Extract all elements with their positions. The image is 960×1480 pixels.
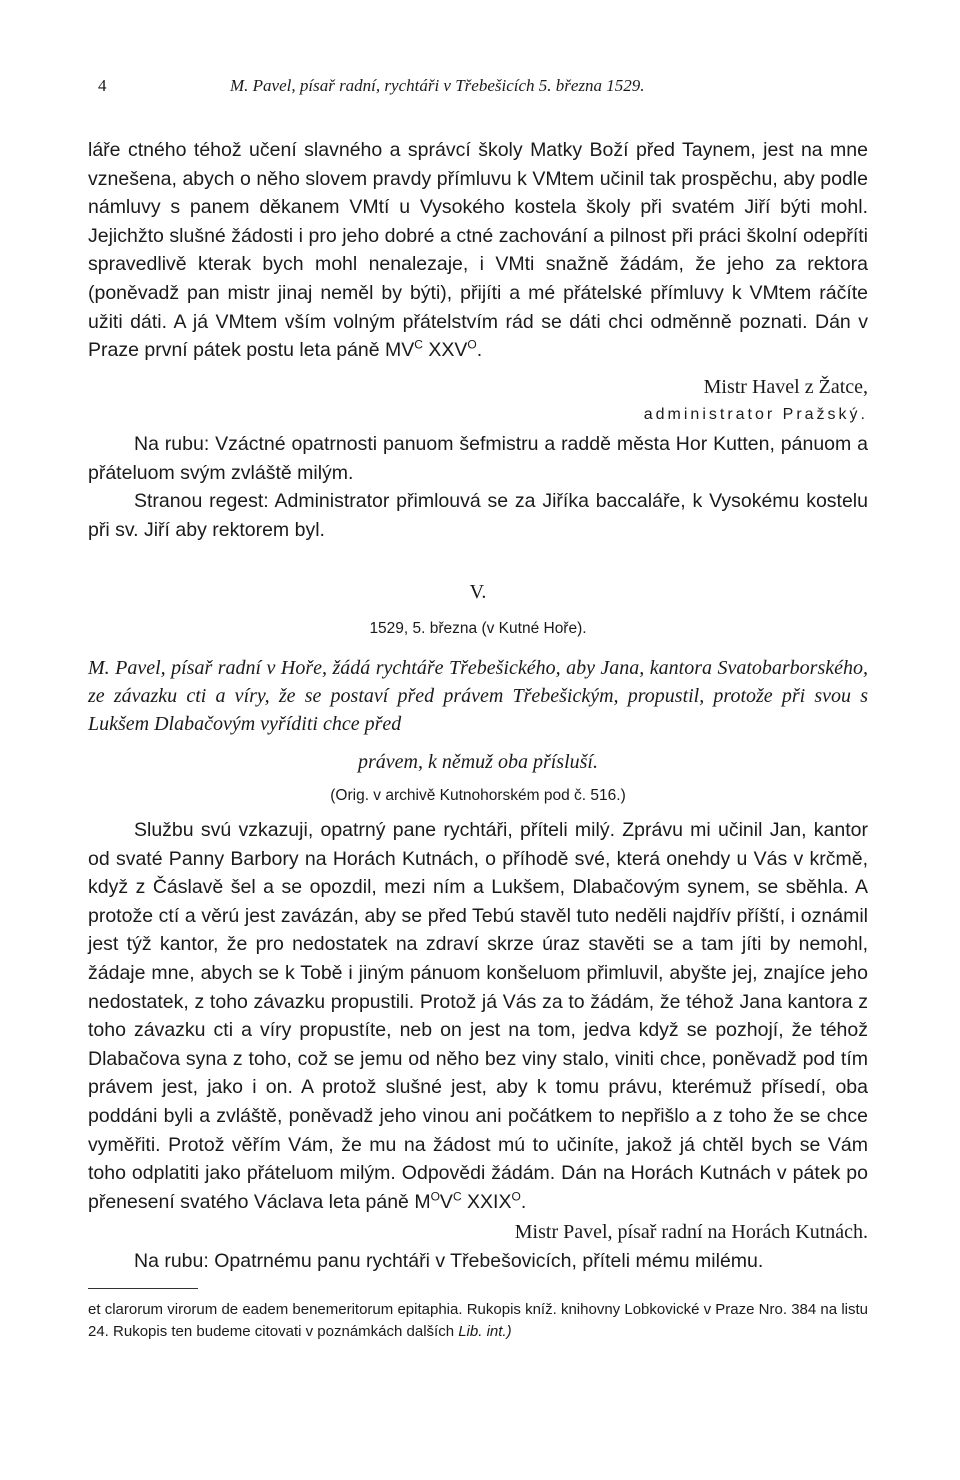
letter2-date-c: C xyxy=(452,1189,462,1204)
letter1-date-c: C xyxy=(414,337,423,352)
document-numeral: V. xyxy=(469,581,487,604)
letter1-body xyxy=(88,136,868,365)
letter1-date-xxv: XXV xyxy=(428,339,468,362)
letter2-date-end: . xyxy=(520,1190,527,1213)
document-date-line: 1529, 5. března (v Kutné Hoře). xyxy=(369,619,587,637)
letter1-regest: Stranou regest: Administrator přimlouvá se za Jiříka baccaláře, k Vysokému kostelu při sv. Jiří aby rektorem byl. xyxy=(88,490,868,541)
letter2-date-xxix: XXIX xyxy=(467,1190,512,1213)
document-summary-last-line: právem, k němuž oba přísluší. xyxy=(358,750,598,773)
letter2-signature: Mistr Pavel, písař radní na Horách Kutnách. xyxy=(514,1221,868,1244)
letter1-date-mv: MV xyxy=(385,339,415,362)
footnote xyxy=(88,1299,868,1343)
letter2-date-o1: O xyxy=(430,1189,440,1204)
letter1-verso: Na rubu: Vzáctné opatrnosti panuom šefmistru a raddě města Hor Kutten, pánuom a přáteluom svým zvláště milým. xyxy=(88,432,868,484)
footnote-italic-tail: Lib. int.) xyxy=(458,1322,512,1340)
footnote-text: et clarorum virorum de eadem benemeritorum epitaphia. Rukopis kníž. knihovny Lobkovické v Praze Nro. 384 na listu 24. Rukopis ten budeme citovati v poznámkách dalších xyxy=(88,1300,868,1340)
archive-source: (Orig. v archivě Kutnohorském pod č. 516.) xyxy=(330,786,626,804)
page-number: 4 xyxy=(98,76,107,95)
letter2-date-m: M xyxy=(414,1190,431,1213)
letter2-body-text: Službu svú vzkazuji, opatrný pane rychtáři, příteli milý. Zprávu mi učinil Jan, kantor od svaté Panny Barbory na Horách Kutnách, o příhodě své, která onehdy u Vás v krčmě, když z Čáslavě šel a se opozdil, mezi ním a Lukšem, Dlabačovým synem, se sběhla. A protože ctí a věrú jest zavázán, aby se před Tebú stavěl tuto neděli najdřív příští, i oznámil jest týž kantor, že pro nedostatek na zdraví skrze úraz stavěti se a tam jíti by nemohl, žádaje mne, abych se k Tobě i jiným pánuom konšeluom přimluvil, abyšte jej, znajíce jeho nedostatek, z toho závazku propustili. Protož já Vás za to žádám, že téhož Jana kantora z toho závazku cti a víry propustíte, neb on jest na tom, jedva když se pozhojí, že téhož Dlabačova syna z toho, což se jemu od něho bez viny stalo, viniti chce, poněvadž pod tím právem jest, jako i on. A protož slušné jest, aby k tomu právu, kterémuž přísedí, oba poddáni byli a zvláště, poněvadž jeho vinou ani počátkem to nepřišlo a z toho že se chce vyměřiti. Protož věřím Vám, že mu na žádost mú to učiníte, jakož já chtěl bych se Vám toho odplatiti jako přáteluom milým. Odpovědi žádám. Dán na Horách Kutnách v pátek po přenesení svatého Václava leta páně xyxy=(88,819,868,1213)
letter1-signature-role: administrator Pražský. xyxy=(643,406,868,424)
letter2-body xyxy=(88,816,868,1216)
letter1-body-text: láře ctného téhož učení slavného a správcí školy Matky Boží před Taynem, jest na mne vznešena, abych o něho slovem pravdy přímluvu k VMtem učinil tak prospěchu, aby podle námluvy s panem děkanem VMtí u Vysokého kostela školy při svatém Jiří býti mohl. Jejichžto slušné žádosti i pro jeho dobré a ctné zachování a pilnost při práci školní odepříti spravedlivě kterak bych mohl nenalezaje, i VMti snažně žádám, že jeho za rektora (poněvadž pan mistr jinaj neměl by býti), přijíti a mé přátelské přímluvy k VMtem ráčíte užiti dáti. A já VMtem vším volným přátelstvím rád se dáti chci odměnně poznati. Dán v Praze první pátek postu leta páně xyxy=(88,139,868,362)
letter1-date-end: . xyxy=(476,339,483,362)
running-title: M. Pavel, písař radní, rychtáři v Třebešicích 5. března 1529. xyxy=(230,76,645,95)
letter1-date-o: O xyxy=(467,337,477,352)
letter1-signature: Mistr Havel z Žatce, xyxy=(703,375,868,398)
letter2-date-o2: O xyxy=(511,1189,521,1204)
running-header xyxy=(88,72,868,98)
footnote-divider xyxy=(88,1288,198,1289)
document-page xyxy=(88,72,868,1343)
letter2-date-v: V xyxy=(439,1190,453,1213)
letter2-verso: Na rubu: Opatrnému panu rychtáři v Třebešovicích, příteli mému milému. xyxy=(134,1250,764,1272)
document-summary: M. Pavel, písař radní v Hoře, žádá rychtáře Třebešického, aby Jana, kantora Svatobarborského, ze závazku cti a víry, že se postaví před právem Třebešickým, propustil, protože při svou s Lukšem Dlabačovým vyříditi chce před xyxy=(88,656,868,735)
